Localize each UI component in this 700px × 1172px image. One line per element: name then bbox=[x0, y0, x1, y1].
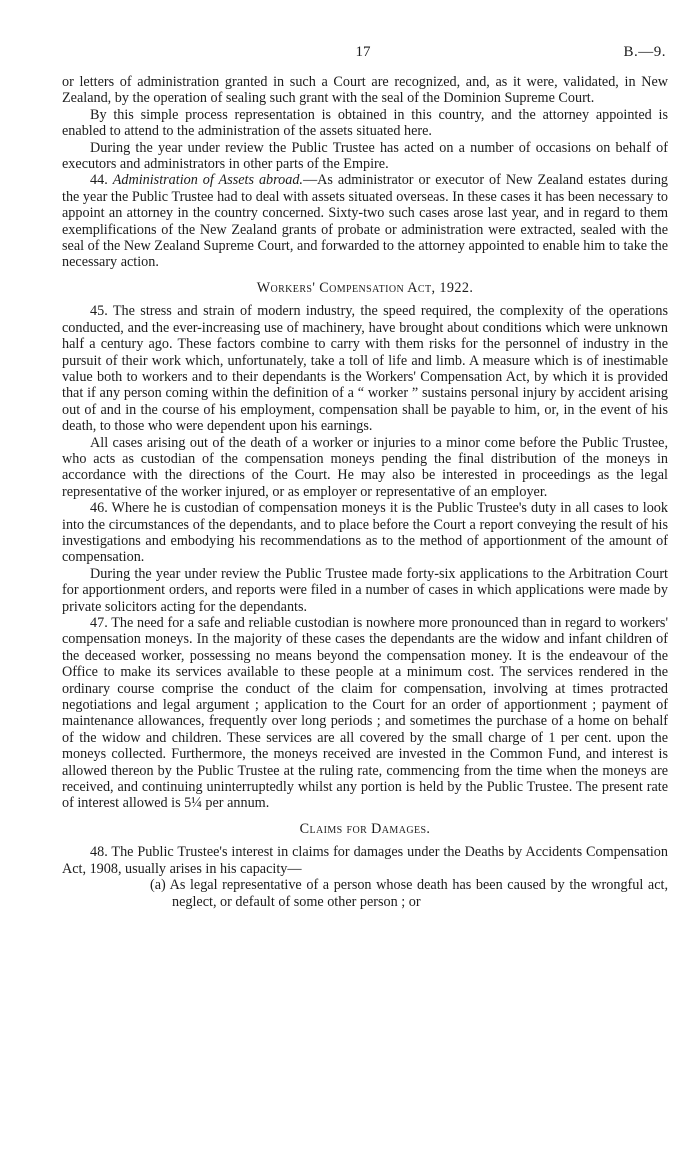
page-header bbox=[60, 44, 666, 62]
document-reference: B.—9. bbox=[623, 44, 666, 60]
paragraph-executors: During the year under review the Public Trustee has acted on a number of occasions on behalf of executors and administrators in other parts of the Empire. bbox=[62, 139, 668, 173]
paragraph-46-continued: During the year under review the Public Trustee made forty-six applications to the Arbitration Court for apportionment orders, and reports were filed in a number of cases in which applications were made by private solicitors acting for the dependants. bbox=[62, 565, 668, 615]
paragraph-47: 47. The need for a safe and reliable custodian is nowhere more pronounced than in regard to workers' compensation moneys. In the majority of these cases the dependants are the widow and infant children of the deceased worker, possessing no means beyond the compensation money. It is the endeavour of the Office to make its services available to these people at a minimum cost. The services rendered in the ordinary course comprise the conduct of the claim for compensation, involving at times protracted negotiations and legal argument ; application to the Court for an order of apportionment ; payment of maintenance allowances, frequently over long periods ; and sometimes the purchase of a home on behalf of the widow and children. These services are all covered by the small charge of 1 per cent. upon the moneys collected. Furthermore, the moneys received are invested in the Common Fund, and interest is allowed thereon by the Public Trustee at the ruling rate, commencing from the time when the moneys are received, and continuing uninterruptedly whilst any portion is held by the Public Trustee. The present rate of interest allowed is 5¼ per annum. bbox=[62, 615, 668, 812]
paragraph-48-item-a: (a) As legal representative of a person whose death has been caused by the wrongful act, neglect, or default of some other person ; or bbox=[150, 877, 668, 910]
paragraph-44-number: 44. bbox=[90, 172, 108, 189]
paragraph-continuation: or letters of administration granted in such a Court are recognized, and, as it were, validated, in New Zealand, by the operation of sealing such grant with the seal of the Dominion Supreme Court. bbox=[62, 74, 668, 107]
paragraph-44-subheading: Administration of Assets abroad. bbox=[112, 172, 303, 189]
paragraph-representation: By this simple process representation is obtained in this country, and the attorney appointed is enabled to attend to the administration of the assets situated here. bbox=[62, 106, 668, 140]
document-body bbox=[62, 74, 668, 910]
section-heading-claims-for-damages: Claims for Damages. bbox=[299, 820, 431, 837]
paragraph-45: 45. The stress and strain of modern industry, the speed required, the complexity of the operations conducted, and the ever-increasing use of machinery, have brought about conditions which were unknown half a century ago. These factors combine to carry with them risks for the personnel of industry in the pursuit of their work which, unfortunately, take a toll of life and limb. A measure which is of inestimable value both to workers and to their dependants is the Workers' Compensation Act, by which it is provided that if any person coming within the definition of a “ worker ” sustains personal injury by accident arising out of and in the course of his employment, compensation shall be payable to him, or, in the event of his death, to those who were dependent upon his earnings. bbox=[62, 303, 668, 435]
paragraph-48: 48. The Public Trustee's interest in claims for damages under the Deaths by Accidents Compensation Act, 1908, usually arises in his capacity— bbox=[62, 844, 668, 877]
section-heading-workers-compensation: Workers' Compensation Act, 1922. bbox=[256, 279, 474, 296]
paragraph-44 bbox=[62, 172, 668, 270]
page-number: 17 bbox=[355, 44, 371, 60]
paragraph-45-continued: All cases arising out of the death of a worker or injuries to a minor come before the Public Trustee, who acts as custodian of the compensation moneys pending the final distribution of the moneys in accordance with the directions of the Court. He may also be interested in proceedings as the legal representative of the worker injured, or as employer or representative of an employer. bbox=[62, 434, 668, 500]
paragraph-46: 46. Where he is custodian of compensation moneys it is the Public Trustee's duty in all cases to look into the circumstances of the dependants, and to place before the Court a report conveying the result of his investigations and embodying his recommendations as to the method of apportionment of the amount of compensation. bbox=[62, 500, 668, 566]
paragraph-44-text: —As administrator or executor of New Zealand estates during the year the Public Trustee had to deal with assets situated overseas. In these cases it has been necessary to appoint an attorney in the country concerned. Sixty-two such cases arose last year, and in regard to them exemplifications of the New Zealand grants of probate or administration were extracted, sealed with the seal of the New Zealand Supreme Court, and forwarded to the attorney appointed to enable him to take the necessary action. bbox=[62, 172, 669, 271]
